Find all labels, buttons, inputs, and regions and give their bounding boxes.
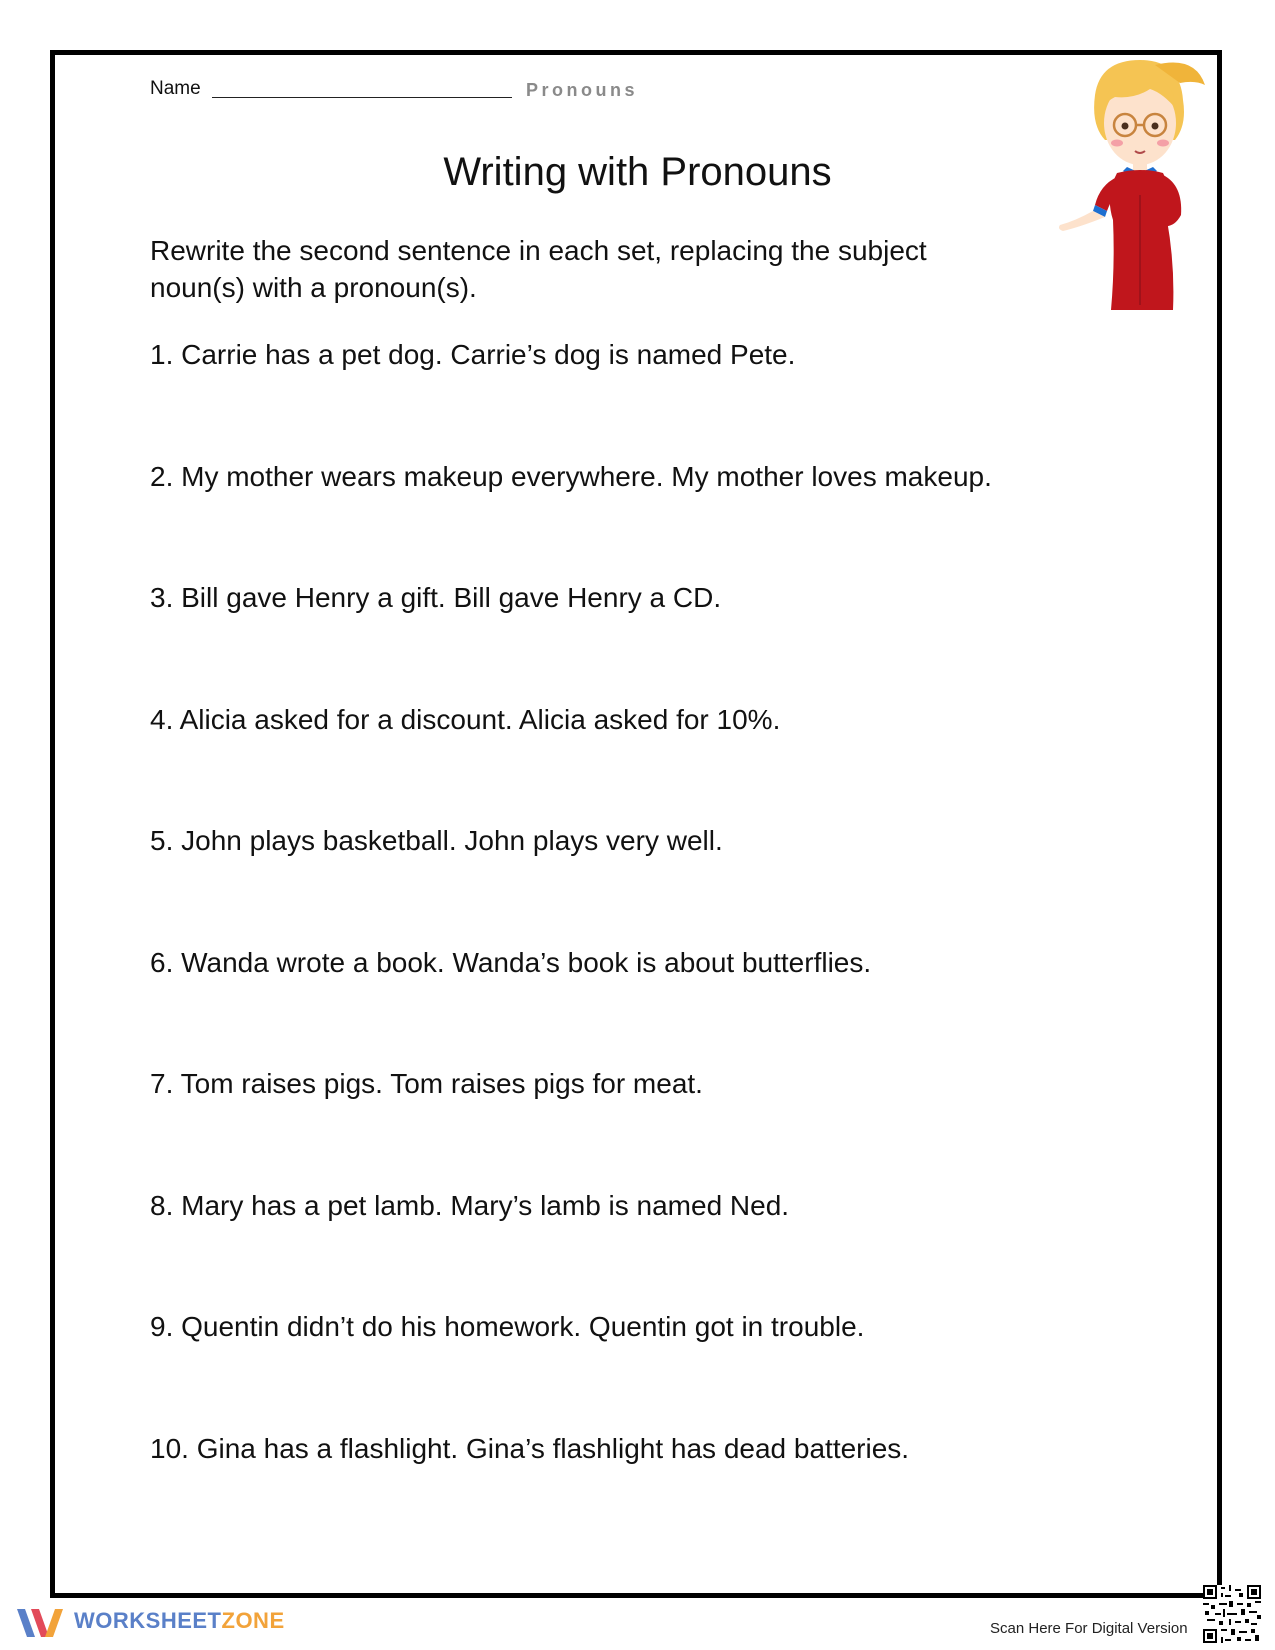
name-label: Name bbox=[150, 78, 201, 99]
scan-label: Scan Here For Digital Version bbox=[990, 1620, 1188, 1637]
teacher-illustration bbox=[1055, 55, 1225, 325]
brand-name[interactable] bbox=[74, 1608, 285, 1634]
topic-label: Pronouns bbox=[526, 80, 638, 100]
question-item: 6. Wanda wrote a book. Wanda’s book is about butterflies. bbox=[150, 946, 872, 978]
question-item: 2. My mother wears makeup everywhere. My mother loves makeup. bbox=[150, 460, 992, 492]
worksheetzone-logo-icon bbox=[15, 1603, 75, 1643]
worksheet-title: Writing with Pronouns bbox=[443, 150, 832, 194]
instructions: Rewrite the second sentence in each set, replacing the subject noun(s) with a pronoun(s). bbox=[150, 235, 927, 303]
question-item: 10. Gina has a flashlight. Gina’s flashlight has dead batteries. bbox=[150, 1432, 910, 1464]
question-item: 4. Alicia asked for a discount. Alicia asked for 10%. bbox=[150, 703, 781, 735]
name-input-line[interactable] bbox=[212, 97, 512, 98]
qr-code-icon[interactable] bbox=[1203, 1585, 1261, 1643]
question-list bbox=[150, 335, 992, 1550]
question-item: 3. Bill gave Henry a gift. Bill gave Henry a CD. bbox=[150, 582, 722, 613]
question-item: 8. Mary has a pet lamb. Mary’s lamb is named Ned. bbox=[150, 1189, 790, 1221]
question-item: 9. Quentin didn’t do his homework. Quentin got in trouble. bbox=[150, 1311, 865, 1342]
question-item: 7. Tom raises pigs. Tom raises pigs for meat. bbox=[150, 1068, 703, 1099]
question-item: 1. Carrie has a pet dog. Carrie’s dog is named Pete. bbox=[150, 339, 796, 370]
question-item: 5. John plays basketball. John plays very well. bbox=[150, 825, 723, 856]
brand-name-part1: WORKSHEET bbox=[74, 1608, 222, 1633]
brand-name-part2: ZONE bbox=[221, 1608, 285, 1633]
